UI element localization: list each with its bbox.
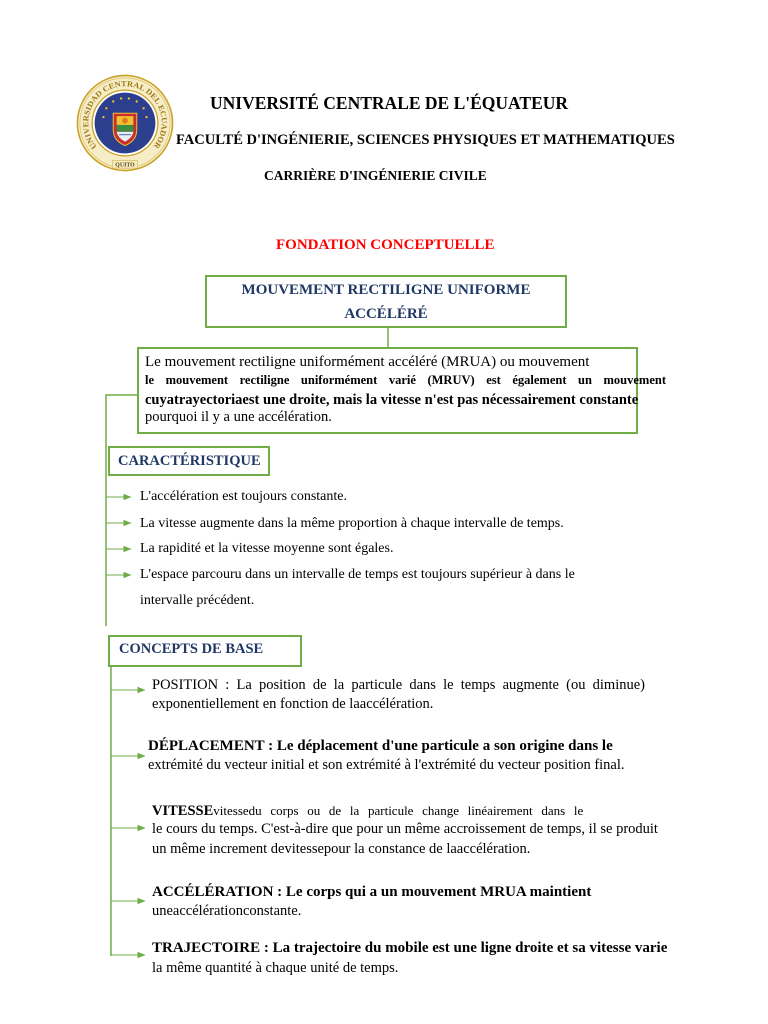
concept-displacement-line-1: DÉPLACEMENT : Le déplacement d'une particule a son origine dans le xyxy=(148,738,613,754)
characteristics-heading: CARACTÉRISTIQUE xyxy=(118,453,261,469)
concept-acceleration-line-1: ACCÉLÉRATION : Le corps qui a un mouvement MRUA maintient xyxy=(152,884,592,900)
definition-line-3: cuyatrayectoriaest une droite, mais la vitesse n'est pas nécessairement constante xyxy=(145,392,639,408)
definition-branch-connector xyxy=(106,395,137,626)
seal-banner-text: QUITO xyxy=(115,162,135,169)
characteristic-item: L'espace parcouru dans un intervalle de temps est toujours supérieur à dans le xyxy=(140,567,575,582)
characteristics-heading-box xyxy=(108,446,270,476)
concept-trajectory-line-1: TRAJECTOIRE : La trajectoire du mobile est une ligne droite et sa vitesse varie xyxy=(152,940,668,956)
concept-displacement-line-2: extrémité du vecteur initial et son extrémité à l'extrémité du vecteur position final. xyxy=(148,757,625,773)
concept-velocity-text: vitessedu corps ou de la particule change linéairement dans le xyxy=(213,803,584,818)
career-name: CARRIÈRE D'INGÉNIERIE CIVILE xyxy=(264,168,487,183)
concept-trajectory-line-2: la même quantité à chaque unité de temps. xyxy=(152,960,399,976)
concept-velocity-term: VITESSE xyxy=(152,803,214,819)
characteristic-item: La rapidité et la vitesse moyenne sont égales. xyxy=(140,541,394,556)
concept-velocity-line-2: le cours du temps. C'est-à-dire que pour un même accroissement de temps, il se produit xyxy=(152,821,658,837)
concept-acceleration-line-2: uneaccélérationconstante. xyxy=(152,903,302,919)
topic-line-1: MOUVEMENT RECTILIGNE UNIFORME xyxy=(241,282,531,298)
concepts-heading-box xyxy=(108,635,302,667)
concepts-heading: CONCEPTS DE BASE xyxy=(119,641,264,657)
seal-ring-text: UNIVERSIDAD CENTRAL DEL ECUADOR xyxy=(81,79,169,151)
characteristic-item: La vitesse augmente dans la même proportion à chaque intervalle de temps. xyxy=(140,516,564,531)
definition-line-4: pourquoi il y a une accélération. xyxy=(145,409,332,425)
definition-line-1: Le mouvement rectiligne uniformément accéléré (MRUA) ou mouvement xyxy=(145,354,590,370)
concept-position-line-2: exponentiellement en fonction de laaccélération. xyxy=(152,696,434,712)
concept-position-line-1: POSITION : La position de la particule dans le temps augmente (ou diminue) xyxy=(152,677,645,693)
characteristic-item-continuation: intervalle précédent. xyxy=(140,593,255,608)
faculty-name: FACULTÉ D'INGÉNIERIE, SCIENCES PHYSIQUES ET MATHEMATIQUES xyxy=(176,132,675,148)
concept-velocity-line-3: un même increment devitessepour la constance de laaccélération. xyxy=(152,841,531,857)
section-title: FONDATION CONCEPTUELLE xyxy=(276,237,495,253)
definition-box xyxy=(137,347,666,434)
topic-line-2: ACCÉLÉRÉ xyxy=(344,306,428,322)
characteristic-item: L'accélération est toujours constante. xyxy=(140,489,347,504)
university-seal-icon xyxy=(76,73,174,173)
topic-box xyxy=(205,275,567,328)
definition-line-2: le mouvement rectiligne uniformément varié (MRUV) est également un mouvement xyxy=(145,373,666,387)
concept-velocity-line-1 xyxy=(152,802,583,820)
university-name: UNIVERSITÉ CENTRALE DE L'ÉQUATEUR xyxy=(210,93,569,113)
